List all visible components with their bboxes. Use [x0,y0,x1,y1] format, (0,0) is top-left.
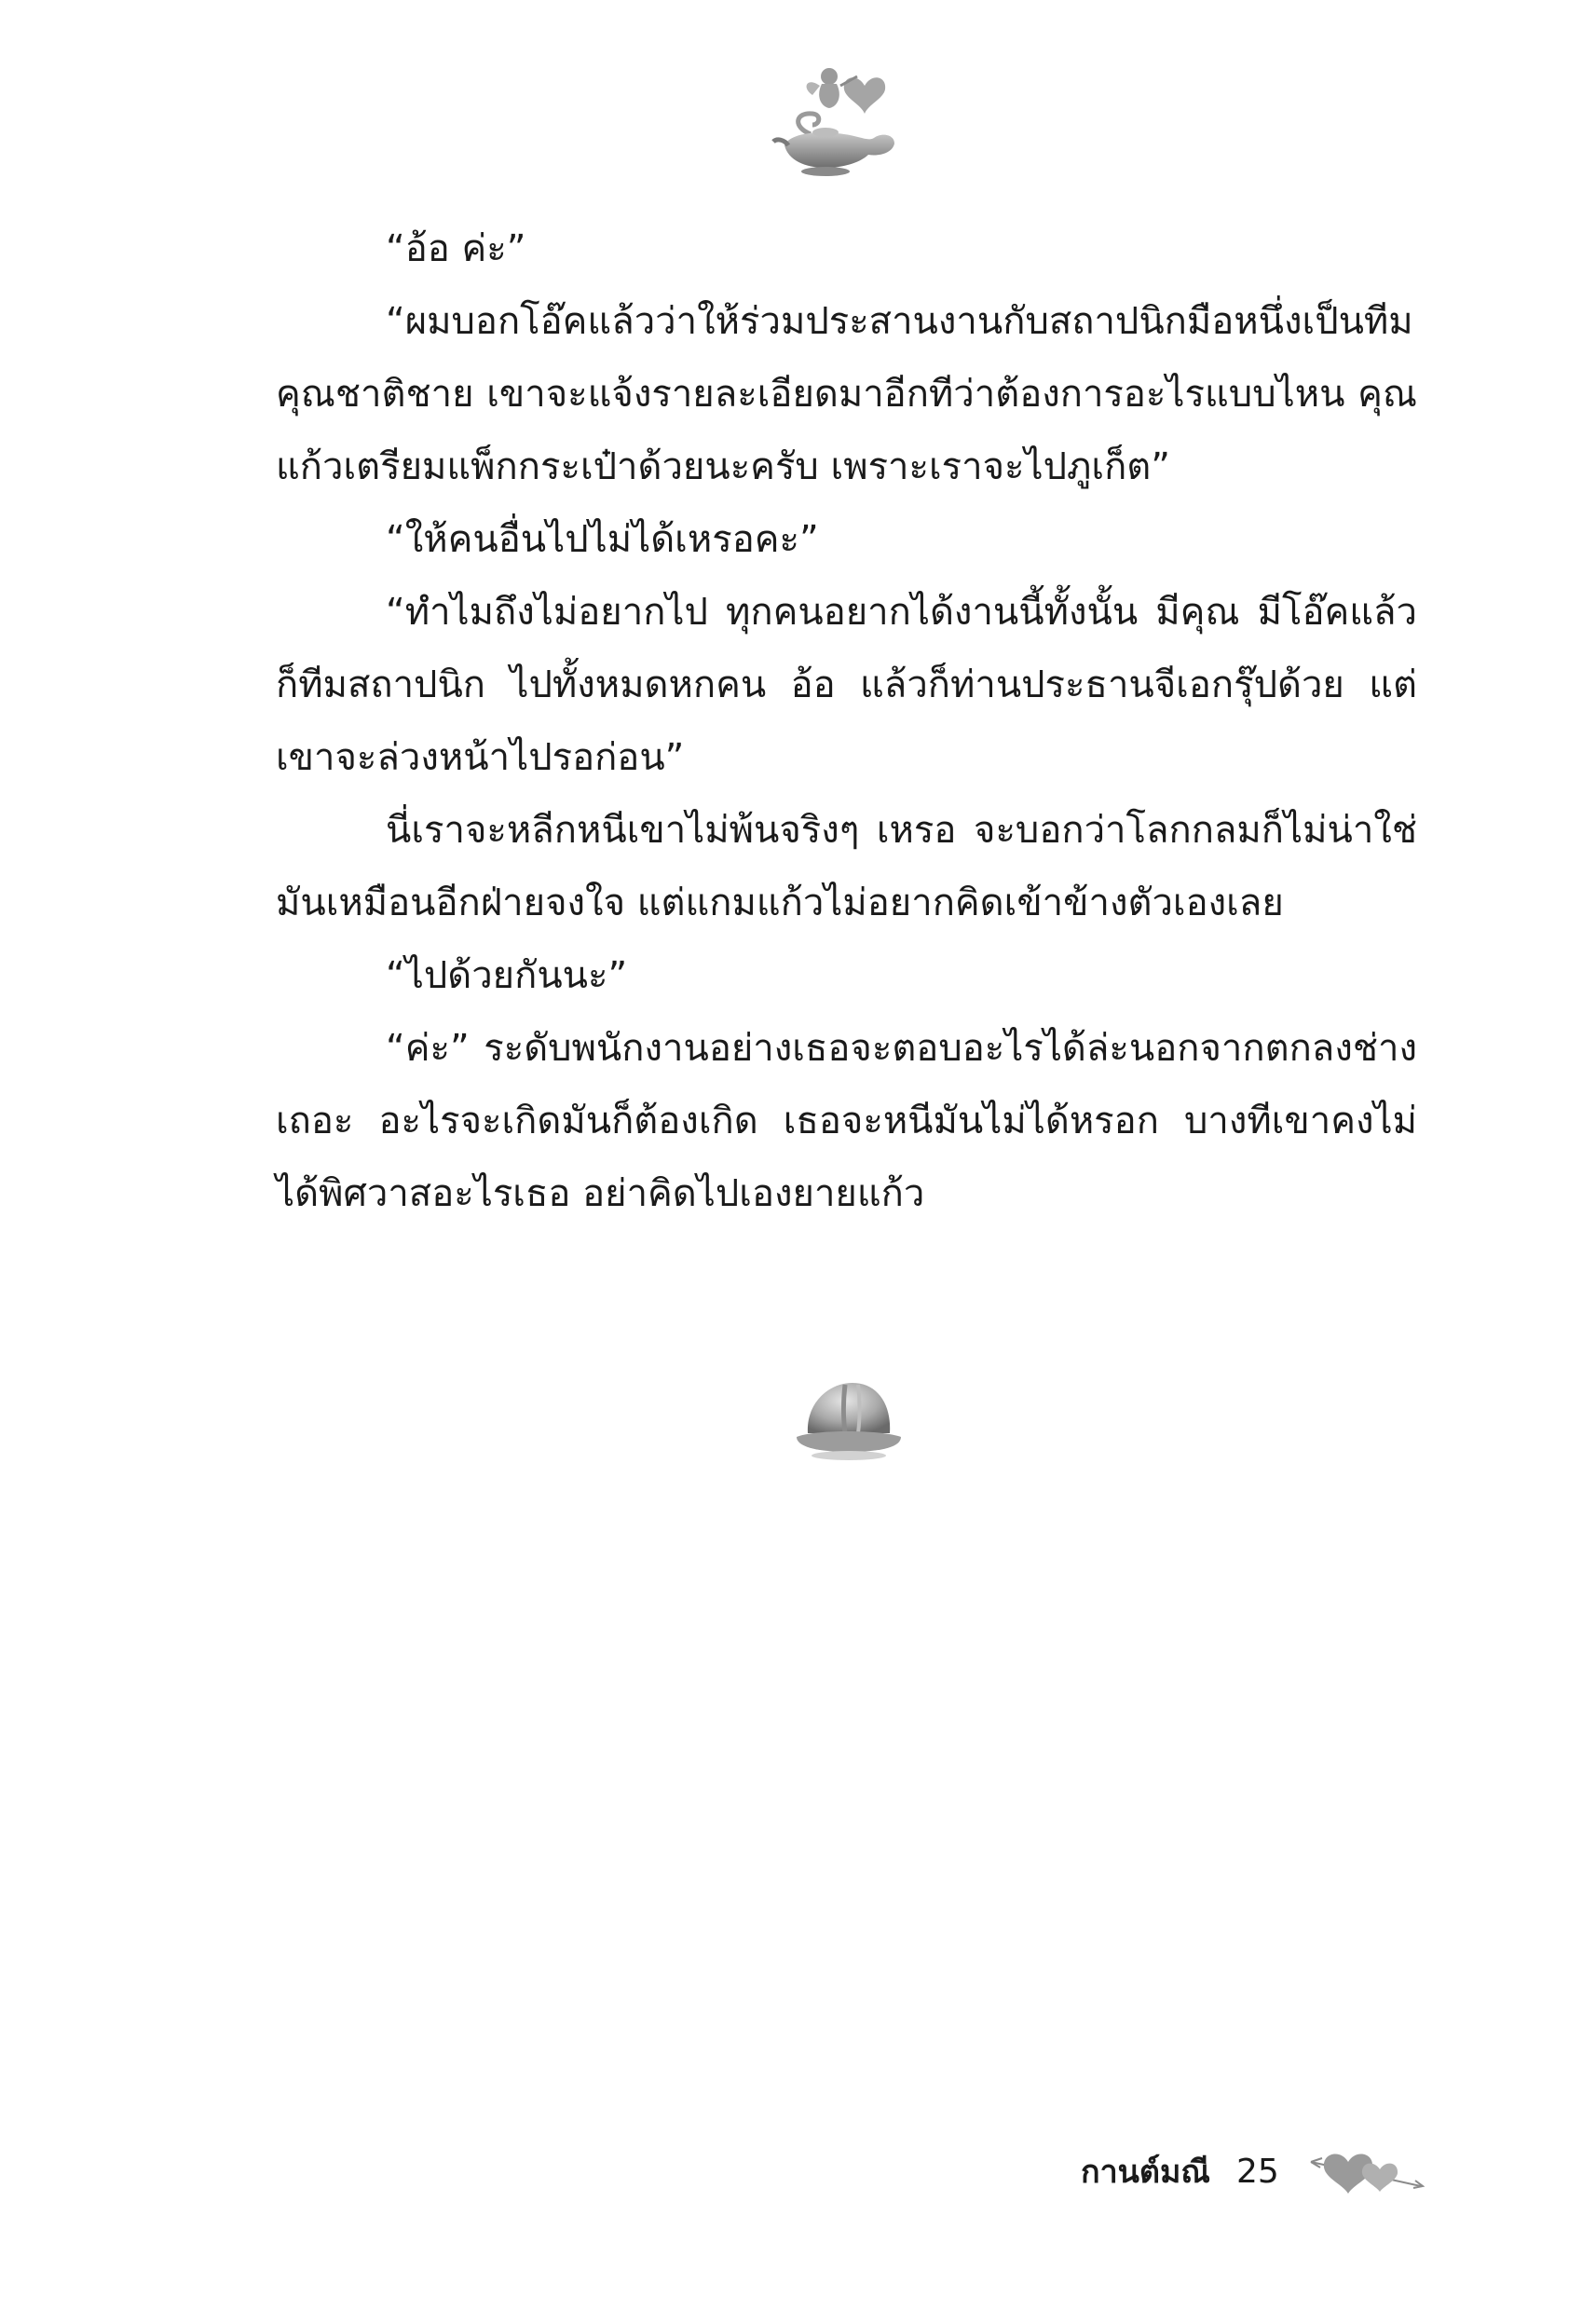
hard-hat-icon [787,1372,908,1465]
paragraph: “ผมบอกโอ๊คแล้วว่าให้ร่วมประสานงานกับสถาปนิกมือหนึ่งเป็นทีมคุณชาติชาย เขาจะแจ้งรายละเอียดมาอีกทีว่าต้องการอะไรแบบไหน คุณแก้วเตรียมแพ็กกระเป๋าด้วยนะครับ เพราะเราจะไปภูเก็ต” [276,300,1417,488]
page-footer [1081,2143,1426,2199]
paragraph: “ให้คนอื่นไปไม่ได้เหรอคะ” [386,518,819,561]
author-name: กานต์มณี [1081,2154,1210,2191]
paragraph: “อ้อ ค่ะ” [386,227,526,270]
paragraph: นี่เราจะหลีกหนีเขาไม่พ้นจริงๆ เหรอ จะบอกว่าโลกกลมก็ไม่น่าใช่ มันเหมือนอีกฝ่ายจงใจ แต่แกมแก้วไม่อยากคิดเข้าข้างตัวเองเลย [276,809,1417,924]
paragraph: “ไปด้วยกันนะ” [386,954,628,997]
body-text [276,212,1417,1230]
hearts-arrow-icon [1305,2143,1426,2199]
genie-lamp-cupid-icon [764,48,904,179]
paragraph: “ทำไมถึงไม่อยากไป ทุกคนอยากได้งานนี้ทั้งนั้น มีคุณ มีโอ๊คแล้วก็ทีมสถาปนิก ไปทั้งหมดหกคน อ้อ แล้วก็ท่านประธานจีเอกรุ๊ปด้วย แต่เขาจะล่วงหน้าไปรอก่อน” [276,591,1417,779]
page-number: 25 [1235,2152,1279,2191]
paragraph: “ค่ะ” ระดับพนักงานอย่างเธอจะตอบอะไรได้ล่ะนอกจากตกลงช่างเถอะ อะไรจะเกิดมันก็ต้องเกิด เธอจะหนีมันไม่ได้หรอก บางทีเขาคงไม่ได้พิศวาสอะไรเธอ อย่าคิดไปเองยายแก้ว [276,1027,1417,1215]
